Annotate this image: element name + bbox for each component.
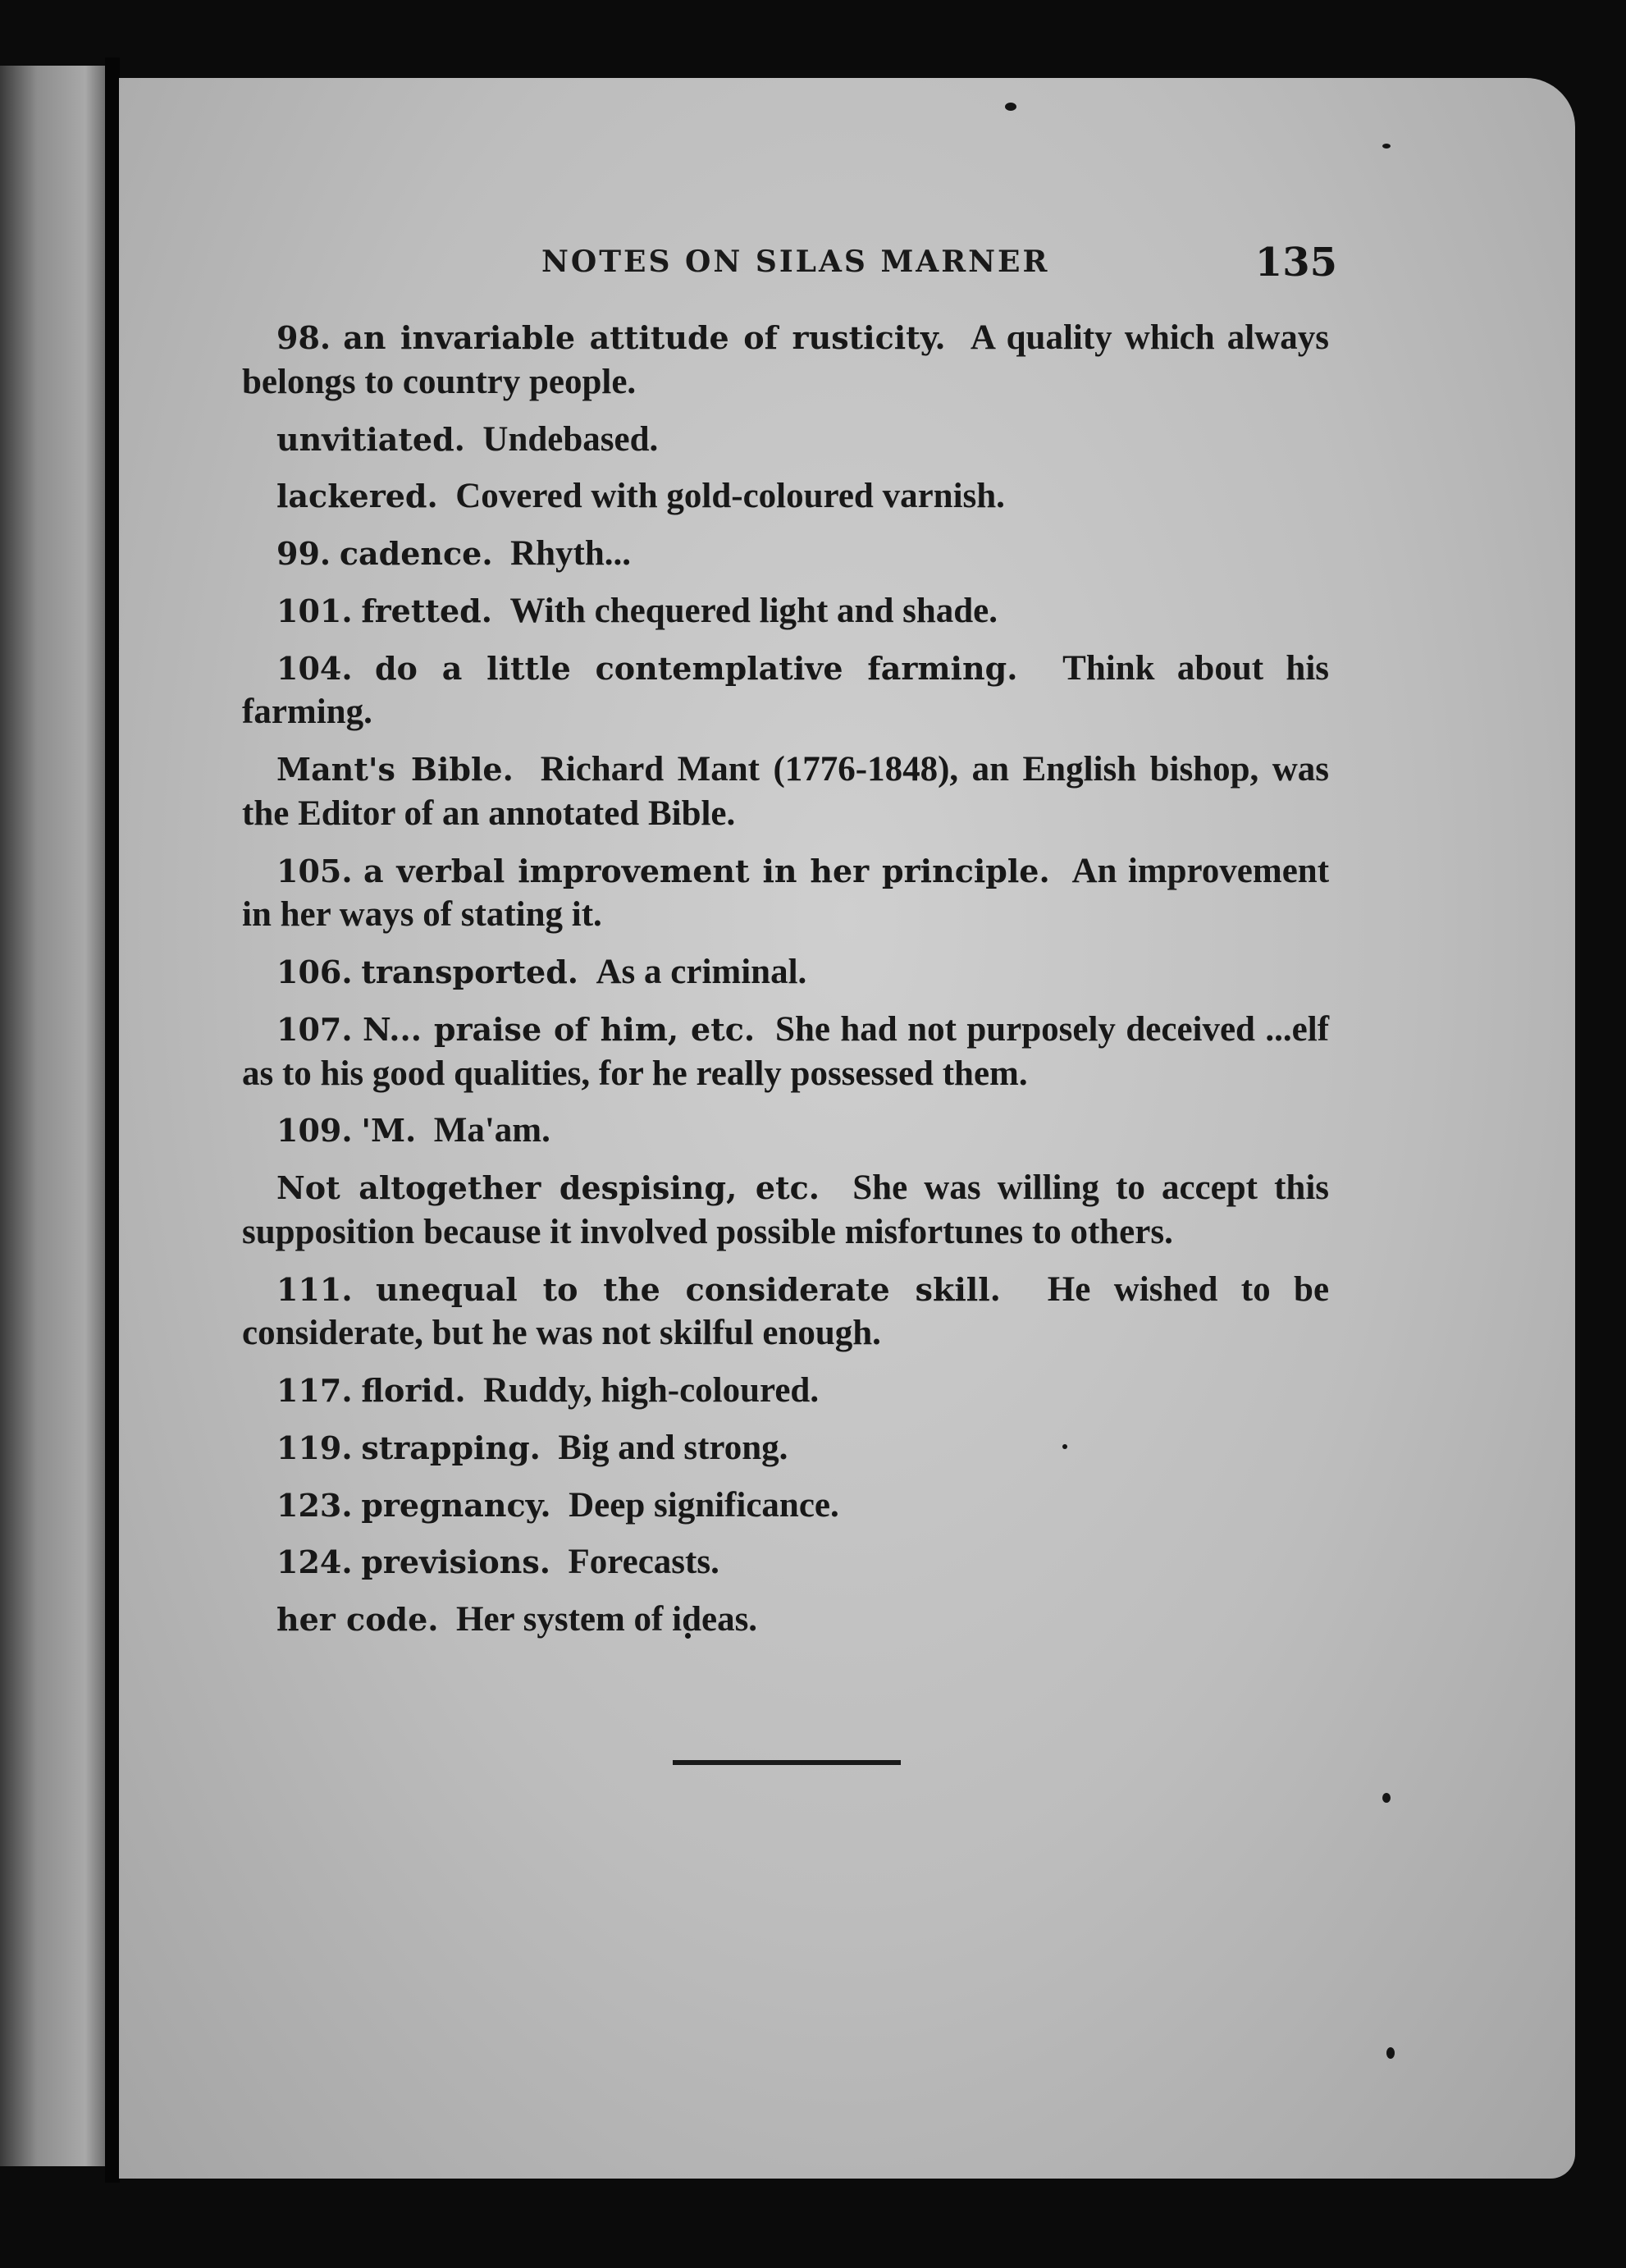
note-number: 109. <box>276 1112 353 1150</box>
notes-list <box>242 316 1329 1655</box>
ink-speck <box>1382 1793 1391 1803</box>
book-gutter <box>105 57 120 2183</box>
note-number: 119. <box>276 1429 353 1466</box>
note-gloss: As a criminal. <box>596 953 807 991</box>
end-of-section-rule <box>673 1760 901 1765</box>
running-head: NOTES ON SILAS MARNER <box>541 245 1050 279</box>
note-109 <box>242 1109 1329 1153</box>
note-term: her code. <box>276 1601 439 1638</box>
note-gloss: Richard Mant (1776-1848), an English bishop, was the Editor of an annotated Bible. <box>242 750 1329 833</box>
note-98 <box>242 316 1329 405</box>
note-119 <box>242 1426 1329 1470</box>
note-term: fretted. <box>361 592 492 629</box>
note-106 <box>242 950 1329 995</box>
note-124 <box>242 1540 1329 1584</box>
note-her-code <box>242 1598 1329 1642</box>
note-gloss: Ma'am. <box>433 1111 550 1150</box>
note-term: lackered. <box>276 478 438 515</box>
note-number: 107. <box>276 1010 353 1048</box>
page-header <box>238 240 1337 289</box>
note-number: 111. <box>276 1270 353 1308</box>
note-117 <box>242 1369 1329 1413</box>
note-term: an invariable attitude of rusticity. <box>343 319 946 356</box>
note-term: strapping. <box>361 1429 541 1466</box>
note-term: unequal to the considerate skill. <box>376 1270 1001 1308</box>
note-term: Mant's Bible. <box>276 751 514 788</box>
note-gloss: Rhyth... <box>510 534 632 573</box>
note-term: a verbal improvement in her principle. <box>363 852 1050 889</box>
note-111 <box>242 1268 1329 1356</box>
note-term: transported. <box>361 953 578 990</box>
note-term: florid. <box>361 1372 466 1409</box>
note-number: 106. <box>276 953 353 990</box>
note-gloss: Ruddy, high-coloured. <box>483 1371 820 1410</box>
ink-speck <box>1382 144 1391 149</box>
note-term: N... praise of him, etc. <box>363 1010 756 1048</box>
note-number: 104. <box>276 649 353 687</box>
note-mants-bible <box>242 748 1329 836</box>
note-101 <box>242 589 1329 633</box>
note-104 <box>242 647 1329 735</box>
note-gloss: Think about his farming. <box>242 648 1330 732</box>
note-gloss: He wished to be considerate, but he was not skilful enough. <box>242 1269 1330 1353</box>
note-number: 117. <box>276 1372 353 1409</box>
note-gloss: She had not purposely deceived ...elf as to his good qualities, for he really possessed them. <box>242 1009 1330 1093</box>
note-gloss: An improvement in her ways of stating it. <box>242 851 1330 935</box>
note-number: 124. <box>276 1543 353 1581</box>
note-123 <box>242 1484 1329 1528</box>
ink-speck <box>1386 2047 1395 2059</box>
note-107 <box>242 1008 1329 1096</box>
note-gloss: With chequered light and shade. <box>509 591 998 630</box>
note-gloss: Her system of ideas. <box>456 1600 758 1639</box>
note-term: previsions. <box>361 1543 551 1581</box>
note-lackered <box>242 474 1329 519</box>
note-term: cadence. <box>339 535 493 572</box>
note-term: Not altogether despising, etc. <box>276 1169 820 1206</box>
note-number: 105. <box>276 852 353 889</box>
note-term: do a little contemplative farming. <box>374 649 1018 687</box>
note-unvitiated <box>242 418 1329 462</box>
note-99 <box>242 532 1329 576</box>
note-gloss: Covered with gold-coloured varnish. <box>455 477 1005 516</box>
note-gloss: Big and strong. <box>558 1428 788 1467</box>
note-number: 98. <box>276 319 331 356</box>
note-gloss: She was willing to accept this supposition because it involved possible misfortunes to others. <box>242 1168 1329 1251</box>
note-term: 'M. <box>361 1112 417 1150</box>
note-number: 99. <box>276 535 331 572</box>
note-gloss: Deep significance. <box>569 1485 839 1525</box>
note-gloss: Undebased. <box>482 419 659 459</box>
note-term: unvitiated. <box>276 420 465 458</box>
note-105 <box>242 849 1329 938</box>
note-gloss: Forecasts. <box>568 1543 719 1582</box>
note-not-altogether-despising <box>242 1166 1329 1255</box>
ink-speck <box>1005 103 1016 111</box>
note-term: pregnancy. <box>361 1486 551 1524</box>
page-number: 135 <box>1254 240 1337 286</box>
adjacent-page-edge <box>0 66 107 2166</box>
note-number: 101. <box>276 592 353 629</box>
note-number: 123. <box>276 1486 353 1524</box>
note-gloss: A quality which always belongs to country people. <box>242 318 1330 401</box>
